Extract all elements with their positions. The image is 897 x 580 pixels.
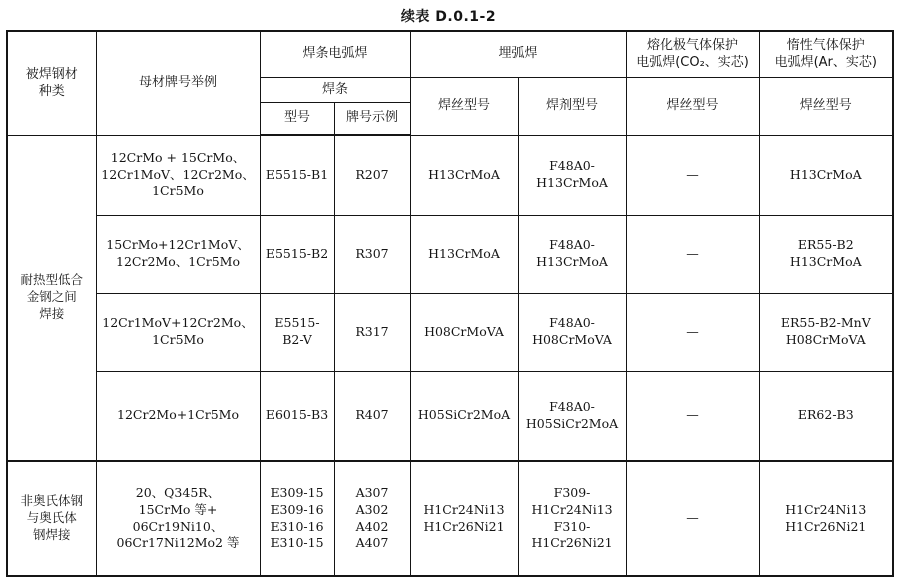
- saw-wire-cell: H05SiCr2MoA: [410, 371, 518, 461]
- header-smaw: 焊条电弧焊: [260, 31, 410, 77]
- electrode-model-cell: E5515-B2: [260, 215, 334, 293]
- saw-flux-cell: F48A0- H13CrMoA: [518, 135, 626, 215]
- base-metal-cell: 12CrMo + 15CrMo、 12Cr1MoV、12Cr2Mo、 1Cr5Mo: [96, 135, 260, 215]
- header-saw-flux: 焊剂型号: [518, 77, 626, 135]
- table-title: 续表 D.0.1-2: [400, 9, 497, 25]
- gmaw-wire-cell: —: [626, 215, 759, 293]
- saw-flux-cell: F48A0- H08CrMoVA: [518, 293, 626, 371]
- gtaw-wire-cell: ER55-B2 H13CrMoA: [759, 215, 893, 293]
- gtaw-wire-cell: H1Cr24Ni13 H1Cr26Ni21: [759, 461, 893, 576]
- gmaw-wire-cell: —: [626, 371, 759, 461]
- saw-wire-cell: H13CrMoA: [410, 215, 518, 293]
- steel-type-cell: 非奥氏体钢 与奥氏体 钢焊接: [7, 461, 96, 576]
- header-gmaw-wire: 焊丝型号: [626, 77, 759, 135]
- base-metal-cell: 12Cr1MoV+12Cr2Mo、 1Cr5Mo: [96, 293, 260, 371]
- header-steel-type: 被焊钢材 种类: [7, 31, 96, 135]
- steel-type-cell: 耐热型低合 金钢之间 焊接: [7, 135, 96, 461]
- header-electrode: 焊条: [260, 77, 410, 102]
- gtaw-wire-cell: H13CrMoA: [759, 135, 893, 215]
- header-saw: 埋弧焊: [410, 31, 626, 77]
- electrode-model-cell: E6015-B3: [260, 371, 334, 461]
- welding-material-table: [6, 30, 894, 577]
- saw-flux-cell: F48A0- H05SiCr2MoA: [518, 371, 626, 461]
- gtaw-wire-cell: ER62-B3: [759, 371, 893, 461]
- header-gtaw-wire: 焊丝型号: [759, 77, 893, 135]
- header-gtaw: 惰性气体保护 电弧焊(Ar、实芯): [759, 31, 893, 77]
- saw-wire-cell: H13CrMoA: [410, 135, 518, 215]
- electrode-model-cell: E5515- B2-V: [260, 293, 334, 371]
- header-grade-example: 牌号示例: [334, 102, 410, 135]
- base-metal-cell: 12Cr2Mo+1Cr5Mo: [96, 371, 260, 461]
- gmaw-wire-cell: —: [626, 461, 759, 576]
- header-model: 型号: [260, 102, 334, 135]
- base-metal-cell: 20、Q345R、 15CrMo 等+ 06Cr19Ni10、 06Cr17Ni12Mo2 等: [96, 461, 260, 576]
- electrode-grade-cell: R317: [334, 293, 410, 371]
- gmaw-wire-cell: —: [626, 135, 759, 215]
- header-saw-wire: 焊丝型号: [410, 77, 518, 135]
- saw-flux-cell: F309- H1Cr24Ni13 F310- H1Cr26Ni21: [518, 461, 626, 576]
- header-base-metal: 母材牌号举例: [96, 31, 260, 135]
- saw-flux-cell: F48A0- H13CrMoA: [518, 215, 626, 293]
- header-gmaw: 熔化极气体保护 电弧焊(CO₂、实芯): [626, 31, 759, 77]
- electrode-grade-cell: R407: [334, 371, 410, 461]
- saw-wire-cell: H08CrMoVA: [410, 293, 518, 371]
- gtaw-wire-cell: ER55-B2-MnV H08CrMoVA: [759, 293, 893, 371]
- saw-wire-cell: H1Cr24Ni13 H1Cr26Ni21: [410, 461, 518, 576]
- electrode-grade-cell: A307 A302 A402 A407: [334, 461, 410, 576]
- electrode-model-cell: E309-15 E309-16 E310-16 E310-15: [260, 461, 334, 576]
- electrode-grade-cell: R207: [334, 135, 410, 215]
- electrode-grade-cell: R307: [334, 215, 410, 293]
- base-metal-cell: 15CrMo+12Cr1MoV、 12Cr2Mo、1Cr5Mo: [96, 215, 260, 293]
- electrode-model-cell: E5515-B1: [260, 135, 334, 215]
- gmaw-wire-cell: —: [626, 293, 759, 371]
